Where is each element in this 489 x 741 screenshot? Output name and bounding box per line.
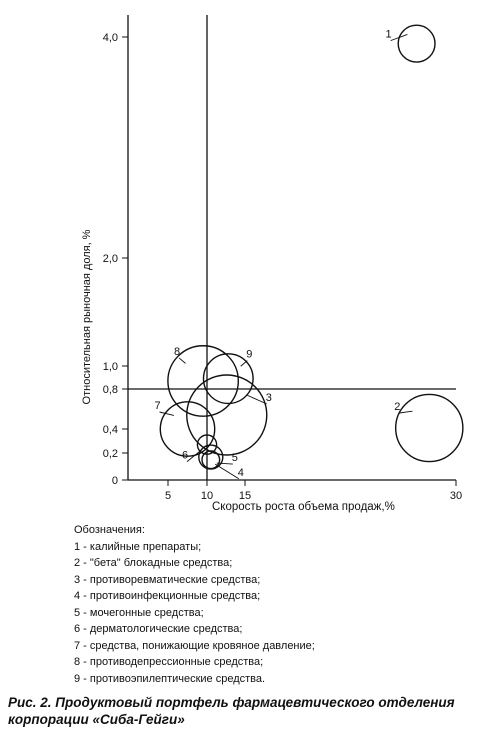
- bubbles: [154, 25, 462, 479]
- bubble-1: [398, 25, 435, 62]
- legend-item: 4 - противоинфекционные средства;: [74, 590, 261, 602]
- y-tick-label: 0: [111, 475, 118, 487]
- bubble-label-6: 6: [181, 449, 189, 462]
- bubble-label-5: 5: [231, 452, 238, 465]
- y-tick-label: 1,0: [102, 361, 118, 373]
- bubble-label-8: 8: [174, 345, 181, 358]
- bubble-3: [187, 375, 267, 455]
- legend-item: 2 - "бета" блокадные средства;: [74, 557, 233, 569]
- bubble-label-4: 4: [237, 466, 244, 479]
- y-axis-label: Относительная рыночная доля, %: [81, 229, 93, 405]
- legend-item: 6 - дерматологические средства;: [74, 623, 243, 635]
- legend-item: 5 - мочегонные средства;: [74, 606, 204, 619]
- bubble-label-1: 1: [385, 28, 392, 41]
- caption-line-2: корпорации «Сиба-Гейги»: [8, 712, 185, 727]
- legend-item: 7 - средства, понижающие кровяное давление;: [74, 639, 315, 652]
- bubble-leader-8: [179, 358, 185, 363]
- y-tick-label: 4,0: [102, 32, 118, 44]
- x-tick-label: 30: [449, 490, 463, 502]
- bubble-label-3: 3: [265, 392, 272, 404]
- bubble-leader-2: [399, 411, 412, 413]
- x-axis-label: Скорость роста объема продаж,%: [212, 501, 395, 513]
- bubble-leader-9: [241, 361, 248, 367]
- figure-caption: [8, 694, 486, 728]
- bubble-2: [396, 394, 463, 461]
- y-tick-label: 0,4: [102, 424, 118, 436]
- x-tick-label: 15: [238, 490, 252, 502]
- x-tick-label: 5: [164, 490, 172, 502]
- legend-item: 8 - противодепрессионные средства;: [74, 656, 264, 668]
- y-tick-label: 2,0: [102, 253, 118, 265]
- caption-line-1: Рис. 2. Продуктовый портфель фармацевтического отделения: [8, 695, 455, 710]
- legend: [74, 522, 315, 687]
- legend-item: 9 - противоэпилептические средства.: [74, 672, 266, 685]
- legend-item: 1 - калийные препараты;: [74, 540, 202, 553]
- legend-item: 3 - противоревматические средства;: [74, 573, 261, 586]
- y-tick-label: 0,8: [102, 384, 118, 396]
- x-tick-label: 10: [200, 490, 214, 502]
- bubble-label-7: 7: [154, 400, 161, 412]
- legend-heading: Обозначения:: [74, 524, 145, 536]
- y-tick-label: 0,2: [102, 448, 118, 460]
- tick-labels: [103, 32, 462, 502]
- bubble-label-2: 2: [394, 401, 401, 413]
- bubble-label-9: 9: [246, 348, 253, 361]
